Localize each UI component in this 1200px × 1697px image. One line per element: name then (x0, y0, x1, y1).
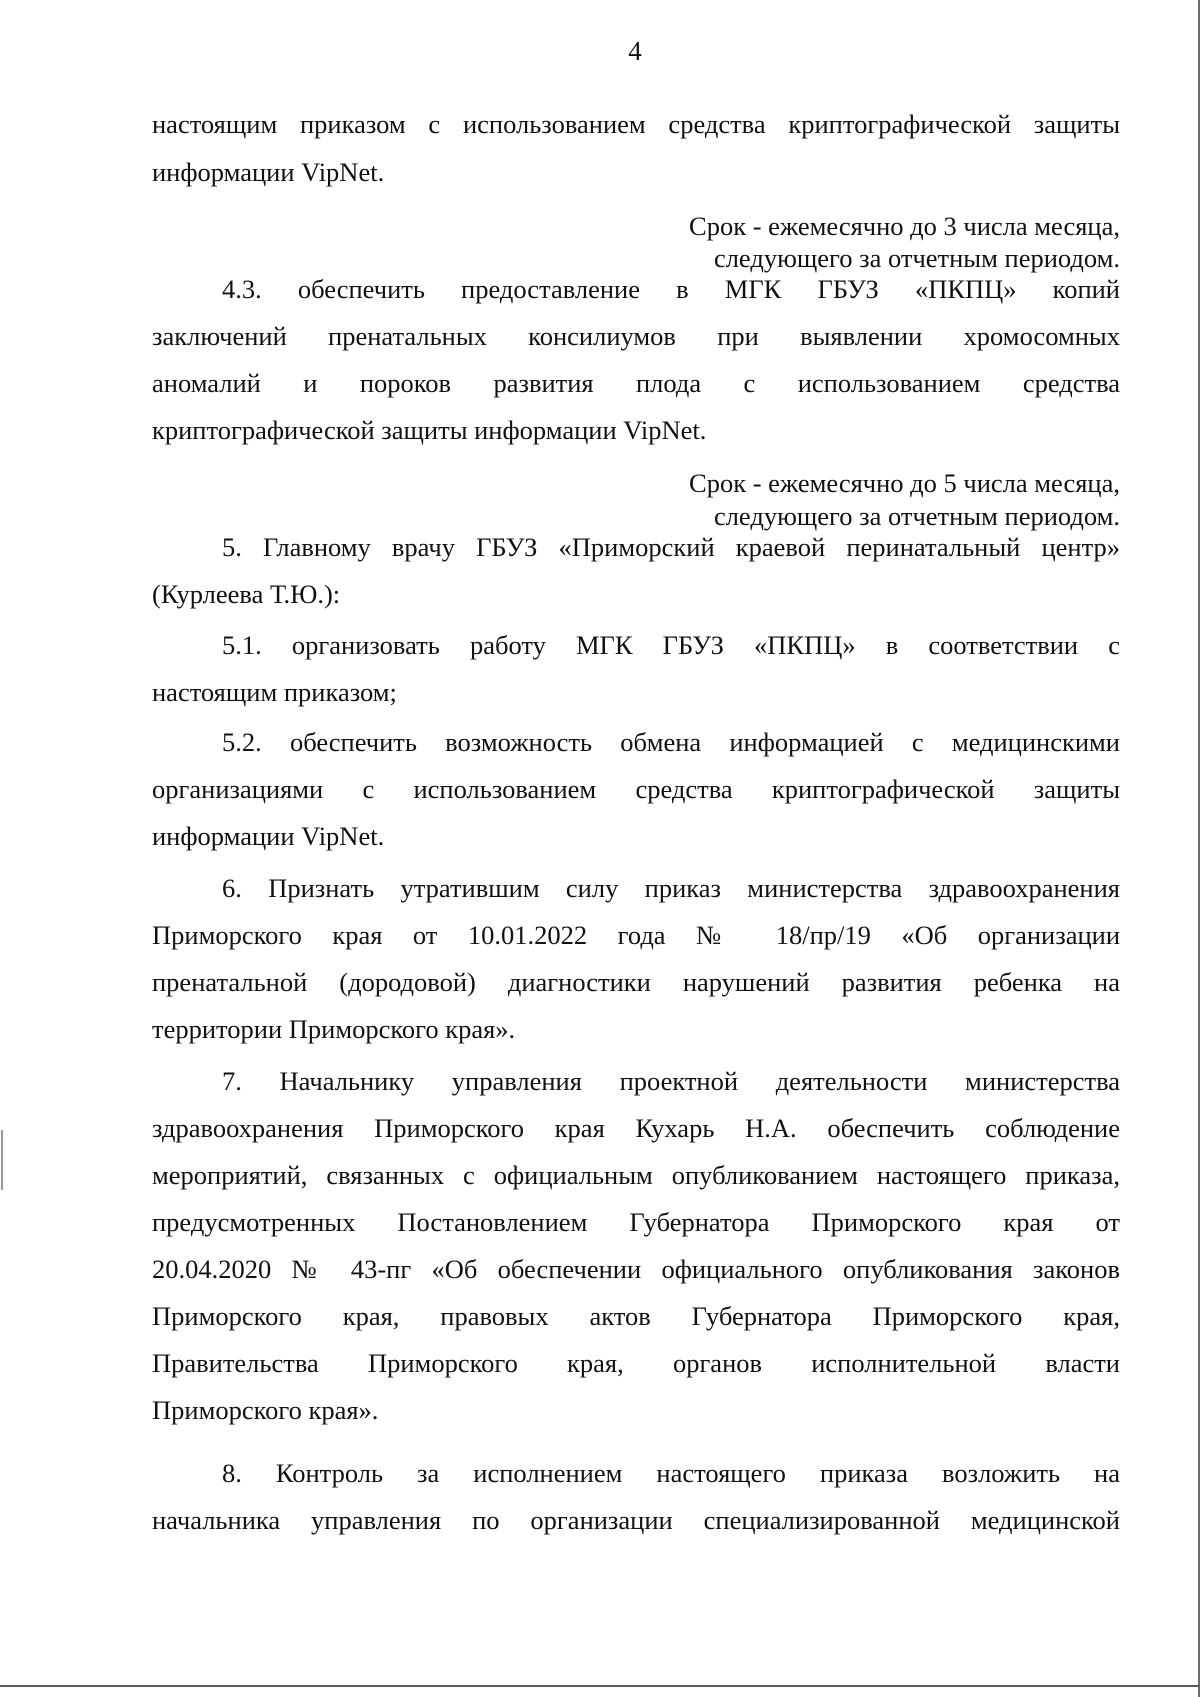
text-line: Приморского края, правовых актов Губернатора Приморского края, (152, 1301, 1120, 1331)
paragraph-first-line: 7. Начальнику управления проектной деятельности министерства (222, 1066, 1120, 1096)
text-line: начальника управления по организации специализированной медицинской (152, 1505, 1120, 1535)
text-line: мероприятий, связанных с официальным опубликованием настоящего приказа, (152, 1160, 1120, 1190)
paragraph-first-line: 6. Признать утратившим силу приказ министерства здравоохранения (222, 873, 1120, 903)
text-line: предусмотренных Постановлением Губернатора Приморского края от (152, 1207, 1120, 1237)
text-line: информации VipNet. (152, 157, 385, 187)
text-line: настоящим приказом с использованием средства криптографической защиты (152, 109, 1120, 139)
paragraph-first-line: 5.1. организовать работу МГК ГБУЗ «ПКПЦ» в соответствии с (222, 630, 1120, 660)
text-line: (Курлеева Т.Ю.): (152, 579, 341, 609)
deadline-line: Срок - ежемесячно до 5 числа месяца, (689, 468, 1120, 498)
text-line: 20.04.2020 № 43-пг «Об обеспечении официального опубликования законов (152, 1254, 1120, 1284)
paragraph-first-line: 5.2. обеспечить возможность обмена информацией с медицинскими (222, 727, 1120, 757)
deadline-line: Срок - ежемесячно до 3 числа месяца, (689, 211, 1120, 241)
paragraph-first-line: 5. Главному врачу ГБУЗ «Приморский краевой перинатальный центр» (222, 532, 1120, 562)
paragraph-first-line: 8. Контроль за исполнением настоящего приказа возложить на (222, 1458, 1120, 1488)
text-line: Правительства Приморского края, органов исполнительной власти (152, 1348, 1120, 1378)
text-line: Приморского края от 10.01.2022 года № 18/пр/19 «Об организации (152, 920, 1120, 950)
page-number: 4 (628, 36, 642, 66)
scan-edge-bottom (0, 1685, 1200, 1687)
text-line: пренатальной (дородовой) диагностики нарушений развития ребенка на (152, 967, 1120, 997)
deadline-line: следующего за отчетным периодом. (713, 501, 1120, 531)
text-line: информации VipNet. (152, 821, 385, 851)
text-line: территории Приморского края». (152, 1014, 516, 1044)
text-line: Приморского края». (152, 1395, 379, 1425)
text-line: настоящим приказом; (152, 677, 397, 707)
scan-edge-mark (1, 1130, 3, 1190)
paragraph-first-line: 4.3. обеспечить предоставление в МГК ГБУЗ «ПКПЦ» копий (222, 274, 1120, 304)
text-line: здравоохранения Приморского края Кухарь Н.А. обеспечить соблюдение (152, 1113, 1120, 1143)
text-line: аномалий и пороков развития плода с использованием средства (152, 368, 1120, 398)
text-line: заключений пренатальных консилиумов при выявлении хромосомных (152, 321, 1120, 351)
deadline-line: следующего за отчетным периодом. (713, 243, 1120, 273)
text-line: криптографической защиты информации VipNet. (152, 415, 707, 445)
text-line: организациями с использованием средства криптографической защиты (152, 774, 1120, 804)
